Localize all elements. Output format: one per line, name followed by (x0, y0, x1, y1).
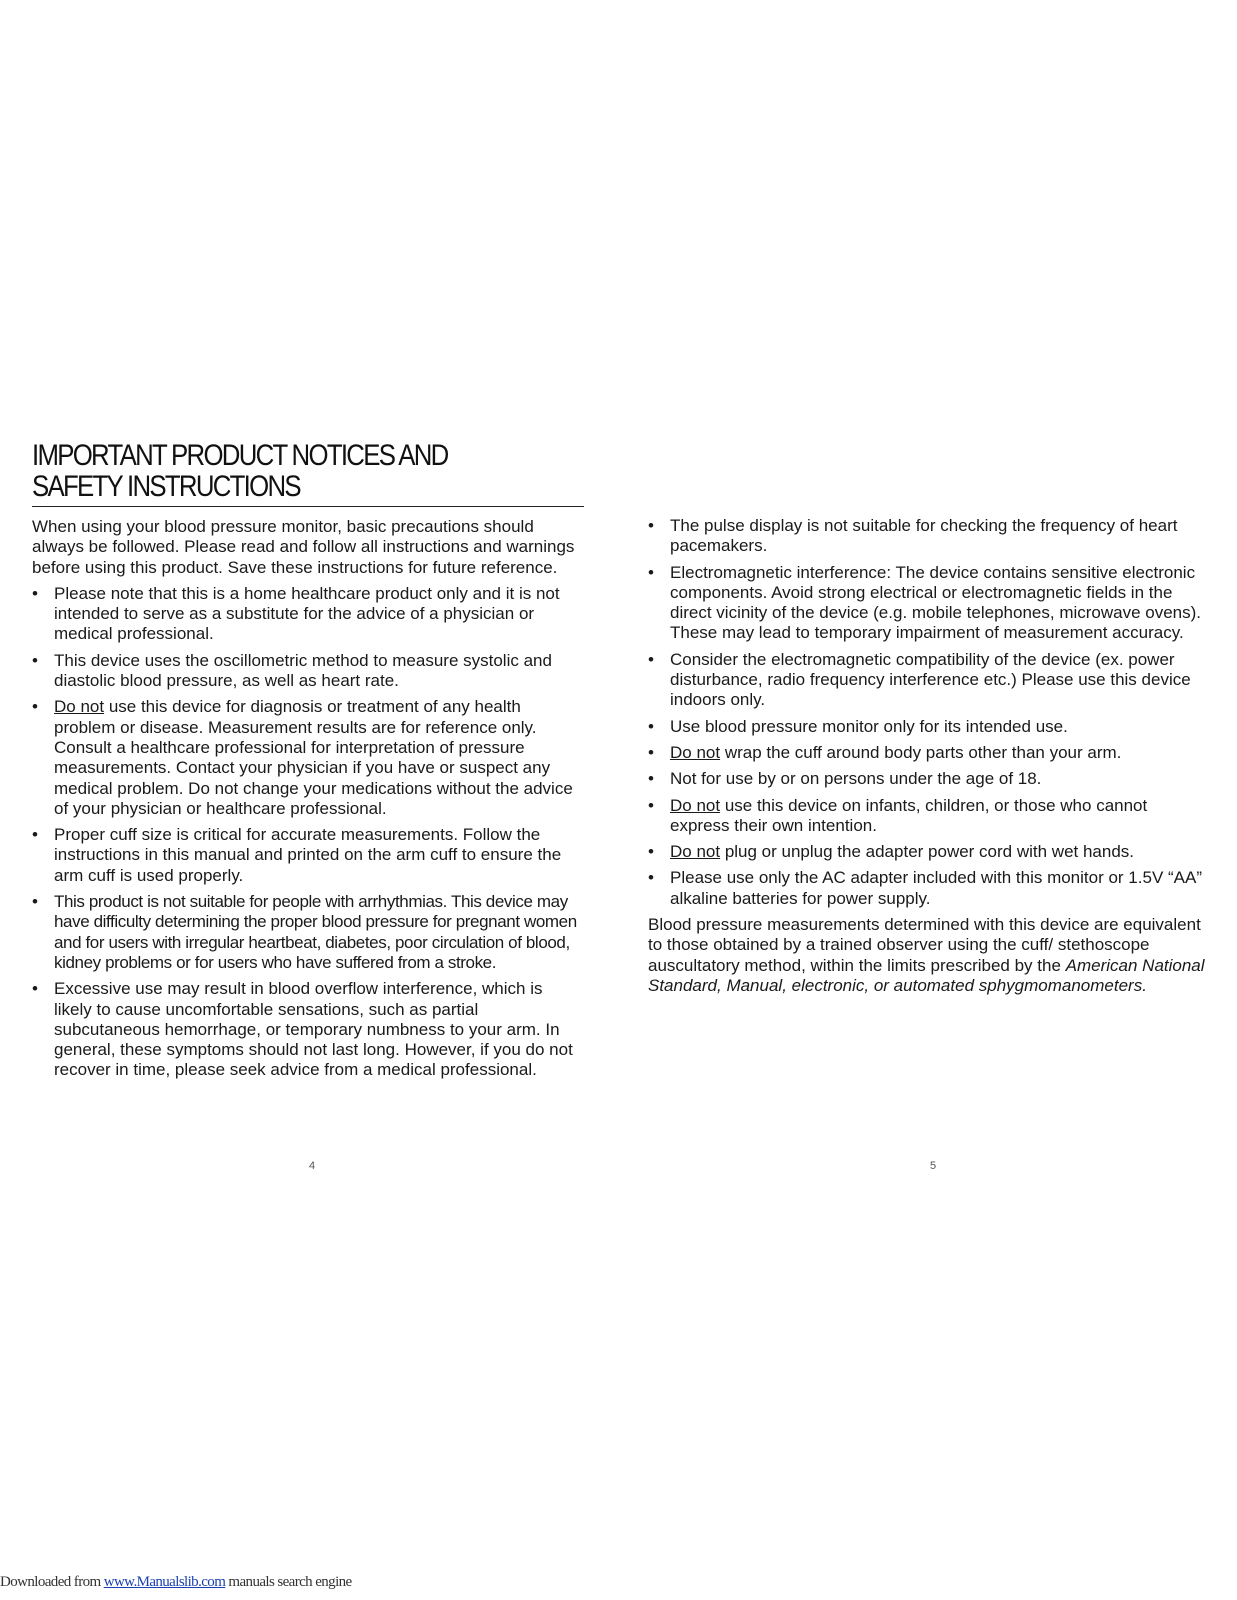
bullet-icon: • (648, 769, 654, 789)
title-divider (32, 506, 584, 507)
page-number-left: 4 (309, 1160, 316, 1172)
standard-reference: American National Standard, Manual, electronic, or automated sphygmomanometers. (648, 955, 1205, 995)
right-bullet-list (648, 516, 1208, 909)
manualslib-link[interactable]: www.Manualslib.com (103, 1574, 226, 1590)
do-not-emphasis: Do not (670, 742, 721, 762)
list-item: • Do not wrap the cuff around body parts other than your arm. (648, 742, 1122, 762)
bullet-icon: • (32, 650, 38, 670)
list-item: • Use blood pressure monitor only for its intended use. (648, 716, 1068, 736)
bullet-icon: • (32, 979, 38, 999)
list-item: • Do not use this device on infants, children, or those who cannot express their own intention. (648, 795, 1148, 835)
list-item: • Excessive use may result in blood overflow interference, which is likely to cause uncomfortable sensations, such as partial subcutaneous hemorrhage, or temporary numbness to your arm. In general, these symptoms should not last long. However, if you do not recover in time, please seek advice from a medical professional. (32, 979, 573, 1080)
bullet-icon: • (32, 892, 38, 912)
page-number-right: 5 (930, 1160, 937, 1172)
left-bullet-list (32, 584, 584, 1081)
left-page (32, 440, 584, 1087)
bullet-icon: • (648, 716, 654, 736)
do-not-emphasis: Do not (54, 697, 105, 717)
bullet-icon: • (648, 868, 654, 888)
list-item: • Electromagnetic interference: The device contains sensitive electronic components. Avoid strong electrical or electromagnetic fields in the direct vicinity of the device (e.g. mobile telephones, microwave ovens). These may lead to temporary impairment of measurement accuracy. (648, 562, 1202, 643)
bullet-icon: • (648, 562, 654, 582)
list-item: • Please note that this is a home healthcare product only and it is not intended to serve as a substitute for the advice of a physician or medical professional. (32, 583, 560, 644)
list-item: • Not for use by or on persons under the age of 18. (648, 769, 1042, 789)
list-item: • The pulse display is not suitable for checking the frequency of heart pacemakers. (648, 516, 1178, 556)
bullet-icon: • (648, 742, 654, 762)
bullet-icon: • (648, 516, 654, 535)
list-item: • Consider the electromagnetic compatibility of the device (ex. power disturbance, radio frequency interference etc.) Please use this device indoors only. (648, 649, 1191, 710)
bullet-icon: • (32, 697, 38, 717)
download-footer: Downloaded from www.Manualslib.com manuals search engine (0, 1574, 352, 1590)
page-title (32, 440, 582, 502)
list-item: • Do not use this device for diagnosis or treatment of any health problem or disease. Measurement results are for reference only. Consult a healthcare professional for interpretation of pressure measurements. Contact your physician if you have or suspect any medical problem. Do not change your medications without the advice of your physician or healthcare professional. (32, 697, 573, 818)
bullet-icon: • (648, 649, 654, 669)
title-line-2: SAFETY INSTRUCTIONS (32, 470, 300, 503)
bullet-icon: • (32, 583, 38, 603)
bullet-icon: • (648, 842, 654, 862)
bullet-icon: • (648, 795, 654, 815)
do-not-emphasis: Do not (670, 842, 721, 862)
list-item: • Do not plug or unplug the adapter power cord with wet hands. (648, 842, 1135, 862)
title-line-1: IMPORTANT PRODUCT NOTICES AND (32, 439, 448, 472)
list-item: • Please use only the AC adapter included with this monitor or 1.5V “AA” alkaline batteries for power supply. (648, 868, 1203, 908)
list-item: • Proper cuff size is critical for accurate measurements. Follow the instructions in this manual and printed on the arm cuff to ensure the arm cuff is used properly. (32, 825, 562, 885)
list-item: • This product is not suitable for people with arrhythmias. This device may have difficulty determining the proper blood pressure for pregnant women and for users with irregular heartbeat, diabetes, poor circulation of blood, kidney problems or for users who have suffered from a stroke. (32, 892, 577, 972)
closing-paragraph: Blood pressure measurements determined with this device are equivalent to those obtained by a trained observer using the cuff/ stethoscope auscultatory method, within the limits prescribed by the American National Standard, Manual, electronic, or automated sphygmomanometers. (648, 915, 1205, 995)
intro-paragraph: When using your blood pressure monitor, basic precautions should always be followed. Please read and follow all instructions and warnings before using this product. Save these instructions for future reference. (32, 517, 575, 577)
bullet-icon: • (32, 825, 38, 845)
list-item: • This device uses the oscillometric method to measure systolic and diastolic blood pressure, as well as heart rate. (32, 650, 552, 691)
do-not-emphasis: Do not (670, 795, 721, 815)
right-page (648, 516, 1208, 1002)
